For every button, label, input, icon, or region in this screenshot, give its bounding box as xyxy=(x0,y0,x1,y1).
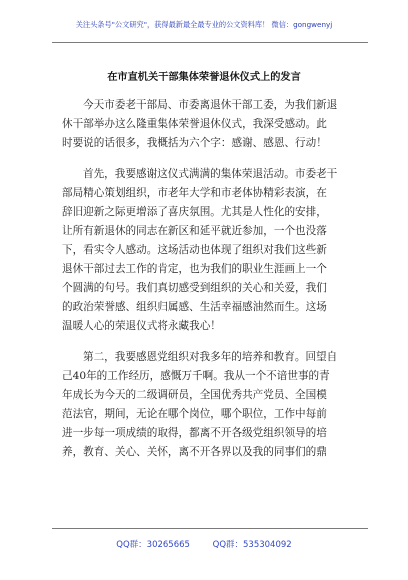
text-line: 温暖人心的荣退仪式将永藏我心！ xyxy=(62,320,221,332)
qq-group-1: QQ群：30265665 xyxy=(116,540,190,550)
text-line: 己40年的工作经历，感慨万千啊。我从一个不谙世事的青 xyxy=(62,370,330,382)
qq-group-2: QQ群：535304092 xyxy=(212,540,292,550)
header-divider xyxy=(52,42,368,43)
text-line: 范法官，期间，无论在哪个岗位，哪个职位，工作中每前 xyxy=(62,408,327,420)
text-line: 个圆满的句号。我们真切感受到组织的关心和关爱，我们 xyxy=(62,282,327,294)
text-line: 第二，我要感恩党组织对我多年的培养和教育。回望自 xyxy=(83,351,338,363)
text-line: 进一步每一项成绩的取得，都离不开各级党组织领导的培 xyxy=(62,427,327,439)
paragraph xyxy=(62,165,360,336)
text-line: 养，教育、关心、关怀，离不开各界以及我的同事们的鼎 xyxy=(62,446,327,458)
document-title: 在市直机关干部集体荣誉退休仪式上的发言 xyxy=(107,72,301,83)
text-line: 今天市委老干部局、市委离退休干部工委，为我们新退 xyxy=(83,99,338,111)
text-line: 休干部举办这么隆重集体荣誉退休仪式，我深受感动。此 xyxy=(62,118,327,130)
text-line: 下，看实令人感动。这场活动也体现了组织对我们这些新 xyxy=(62,244,327,256)
text-line: 年成长为今天的二级调研员，全国优秀共产党员、全国模 xyxy=(62,389,327,401)
paragraph xyxy=(62,96,360,153)
text-line: 部局精心策划组织，市老年大学和市老体协精彩表演，在 xyxy=(62,187,327,199)
text-line: 首先，我要感谢这仪式满满的集体荣退活动。市委老干 xyxy=(83,168,338,180)
footer-divider xyxy=(52,528,368,529)
footer xyxy=(0,538,408,550)
text-line: 让所有新退休的同志在新区和延平就近参加，一个也没落 xyxy=(62,225,327,237)
text-line: 时要说的话很多，我概括为六个字：感谢、感恩、行动！ xyxy=(62,137,327,149)
text-line: 的政治荣誉感、组织归属感、生活幸福感油然而生。这场 xyxy=(62,301,327,313)
text-line: 辞旧迎新之际更增添了喜庆氛围。尤其是人性化的安排， xyxy=(62,206,327,218)
header-notice: 关注头条号"公文研究"，获得最新最全最专业的公文资料库！ 微信：gongwenyj xyxy=(75,20,333,29)
text-line: 退休干部过去工作的肯定，也为我们的职业生涯画上一个 xyxy=(62,263,327,275)
paragraph xyxy=(62,348,360,462)
document-body xyxy=(62,96,360,474)
